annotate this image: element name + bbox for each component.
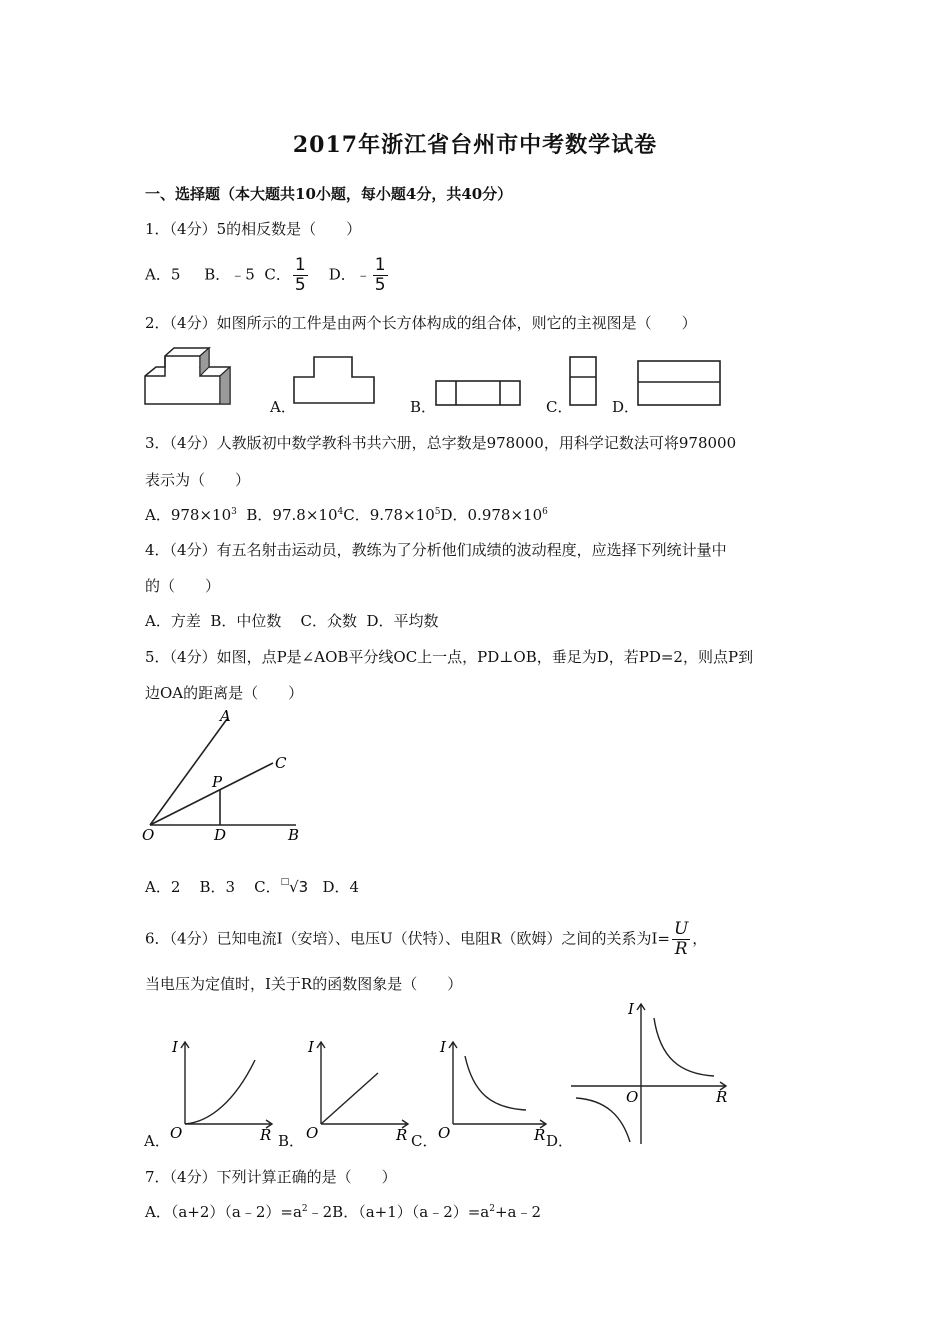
q5-root-value: √3 <box>289 878 309 896</box>
q7-option-a-exponent: 2 <box>301 1204 308 1214</box>
q2-label-b: B． <box>410 398 437 416</box>
axis-i-label: I <box>308 1038 314 1056</box>
q6-stem-line1 <box>145 920 707 959</box>
page-title: 2017年浙江省台州市中考数学试卷 <box>292 132 658 158</box>
point-c-label: C <box>275 754 287 772</box>
q3-stem-line2: 表示为（ ） <box>145 471 251 489</box>
origin-label: O <box>626 1088 639 1106</box>
point-o-label: O <box>142 826 155 844</box>
q3-option-b-exponent: 4 <box>337 507 344 517</box>
q3-option-b: B．97.8×10 <box>246 506 338 524</box>
q3-stem-line1: 3．（4分）人教版初中数学教科书共六册，总字数是978000，用科学记数法可将978000 <box>145 434 737 452</box>
q5-root-index: □ <box>280 877 290 887</box>
q5-options-ab-c: A．2 B．3 C． <box>145 878 281 896</box>
q6-graph-d <box>568 998 738 1148</box>
q4-options: A．方差 B．中位数 C．众数 D．平均数 <box>145 612 439 630</box>
q3-option-c: C．9.78×10 <box>343 506 435 524</box>
fraction-denominator: 5 <box>294 275 306 295</box>
q2-option-a-figure <box>292 355 378 405</box>
fraction-denominator: R <box>674 939 688 959</box>
axis-r-label: R <box>716 1088 728 1106</box>
axis-i-label: I <box>172 1038 178 1056</box>
q3-option-a: A．978×10 <box>145 506 232 524</box>
q7-option-b-tail: +a﹣2 <box>494 1203 542 1221</box>
point-p-label: P <box>212 773 223 791</box>
point-d-label: D <box>214 826 227 844</box>
q4-stem-line2: 的（ ） <box>145 577 221 595</box>
q6-fraction <box>672 920 690 959</box>
fraction-denominator: 5 <box>374 275 386 295</box>
q5-stem-line1: 5．（4分）如图，点P是∠AOB平分线OC上一点，PD⊥OB，垂足为D，若PD=2，则点P到 <box>145 648 754 666</box>
q7-option-b-exponent: 2 <box>489 1204 495 1214</box>
q5-options <box>145 876 359 897</box>
q2-stem: 2．（4分）如图所示的工件是由两个长方体构成的组合体，则它的主视图是（ ） <box>145 314 697 332</box>
axis-i-label: I <box>628 1000 634 1018</box>
axis-r-label: R <box>260 1126 272 1144</box>
origin-label: O <box>438 1124 451 1142</box>
q5-option-d: D．4 <box>322 878 360 896</box>
origin-label: O <box>306 1124 319 1142</box>
point-b-label: B <box>288 826 300 844</box>
q1-option-d: D．﹣ <box>328 265 371 284</box>
q2-solid-figure <box>144 346 234 408</box>
q1-fraction-d <box>373 256 388 295</box>
q2-option-b-figure <box>434 379 524 407</box>
point-a-label: A <box>220 707 231 725</box>
axis-r-label: R <box>396 1126 408 1144</box>
q6-label-c: C． <box>411 1132 438 1150</box>
q1-option-c: C． <box>264 265 291 284</box>
q5-angle-bisector-figure <box>140 706 310 846</box>
q5-stem-line2: 边OA的距离是（ ） <box>145 684 304 702</box>
fraction-numerator: 1 <box>374 255 386 275</box>
origin-label: O <box>170 1124 183 1142</box>
q6-graph-a <box>160 1036 280 1146</box>
q2-label-d: D． <box>612 398 640 416</box>
fraction-numerator: U <box>673 919 689 939</box>
q2-label-c: C． <box>546 398 573 416</box>
q7-stem: 7．（4分）下列计算正确的是（ ） <box>145 1168 397 1186</box>
q2-option-c-figure <box>568 355 600 407</box>
q1-option-a: A．5 <box>145 265 181 284</box>
axis-i-label: I <box>440 1038 446 1056</box>
q2-label-a: A． <box>270 398 296 416</box>
q6-stem-comma: ， <box>692 929 708 948</box>
q6-label-b: B． <box>278 1132 305 1150</box>
q2-option-d-figure <box>636 359 724 407</box>
q6-stem-text: 6．（4分）已知电流I（安培）、电压U（伏特）、电阻R（欧姆）之间的关系为I= <box>145 929 670 948</box>
q6-graph-c <box>428 1036 558 1146</box>
q3-option-c-exponent: 5 <box>434 507 441 517</box>
q1-options <box>145 256 390 295</box>
q3-option-d-exponent: 6 <box>542 507 548 517</box>
q3-options <box>145 504 548 525</box>
q1-fraction-c <box>293 256 308 295</box>
q3-option-d: D．0.978×10 <box>440 506 543 524</box>
q6-stem-line2: 当电压为定值时，I关于R的函数图象是（ ） <box>145 975 463 993</box>
ray-oa <box>150 719 227 825</box>
q1-option-b: B．﹣5 <box>204 265 255 284</box>
q7-options <box>145 1201 541 1222</box>
fraction-numerator: 1 <box>294 255 306 275</box>
axis-r-label: R <box>534 1126 546 1144</box>
q6-label-d: D． <box>546 1132 574 1150</box>
q7-option-a: A．（a+2）（a﹣2）=a <box>145 1203 302 1221</box>
q3-option-a-exponent: 3 <box>231 507 237 517</box>
q6-graph-b <box>296 1036 416 1146</box>
q7-option-a-tail: ﹣2 <box>307 1203 333 1221</box>
q6-label-a: A． <box>144 1132 170 1150</box>
q4-stem-line1: 4．（4分）有五名射击运动员，教练为了分析他们成绩的波动程度，应选择下列统计量中 <box>145 541 727 559</box>
section-heading: 一、选择题（本大题共10小题，每小题4分，共40分） <box>145 185 513 203</box>
q7-option-b: B．（a+1）（a﹣2）=a <box>332 1203 490 1221</box>
q1-stem: 1．（4分）5的相反数是（ ） <box>145 220 362 238</box>
